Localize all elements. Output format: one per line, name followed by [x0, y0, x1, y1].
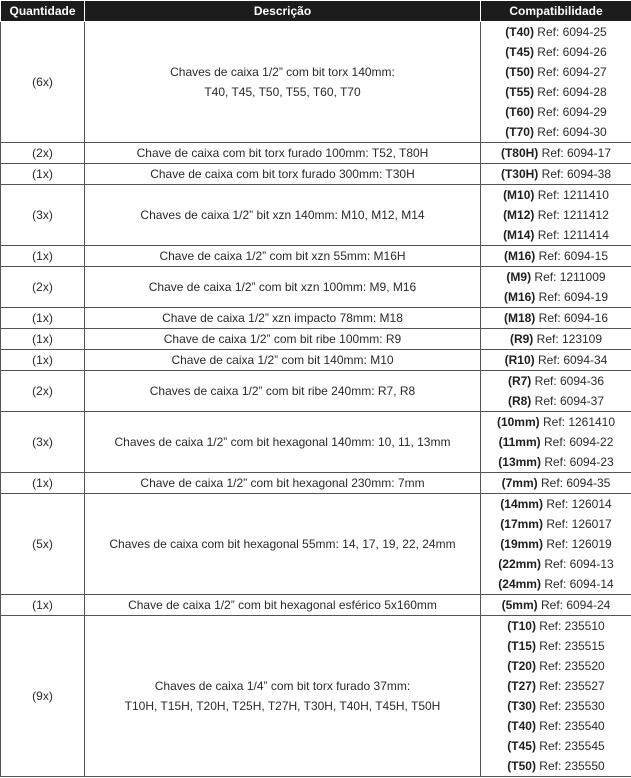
compatibility-item: [481, 574, 631, 594]
bit-code: (T10): [507, 619, 536, 633]
quantity-cell: (1x): [1, 329, 85, 350]
bit-code: (T80H): [500, 146, 539, 160]
description-line: T10H, T15H, T20H, T25H, T27H, T30H, T40H, T45H, T50H: [124, 699, 441, 713]
description-line: Chave de caixa 1/2” com bit hexagonal 230mm: 7mm: [140, 476, 425, 490]
table-row: [1, 164, 631, 185]
compatibility-item: [481, 636, 631, 656]
bit-code: (R9): [509, 332, 534, 346]
compatibility-item: [481, 412, 631, 432]
reference-number: Ref: 126014: [542, 497, 612, 511]
compatibility-cell: [481, 246, 631, 267]
reference-number: Ref: 1211414: [534, 228, 609, 242]
bit-code: (13mm): [498, 455, 541, 469]
compatibility-item: [481, 554, 631, 574]
reference-number: Ref: 126017: [542, 517, 612, 531]
bit-code: (R10): [504, 353, 535, 367]
quantity-cell: (5x): [1, 494, 85, 595]
bit-code: (M12): [503, 208, 535, 222]
reference-number: Ref: 235520: [535, 659, 605, 673]
quantity-cell: (6x): [1, 22, 85, 143]
reference-number: Ref: 6094-30: [533, 125, 607, 139]
table-row: [1, 246, 631, 267]
table-header: [1, 1, 631, 22]
compatibility-cell: [481, 185, 631, 246]
description-cell: [85, 185, 481, 246]
compatibility-item: [481, 595, 631, 615]
reference-number: Ref: 235530: [535, 699, 605, 713]
description-cell: [85, 267, 481, 308]
bit-code: (14mm): [500, 497, 543, 511]
description-line: Chaves de caixa 1/2” com bit ribe 240mm: R7, R8: [149, 384, 416, 398]
compatibility-item: [481, 22, 631, 42]
quantity-cell: (1x): [1, 473, 85, 494]
reference-number: Ref: 6094-27: [533, 65, 607, 79]
reference-number: Ref: 126019: [542, 537, 612, 551]
reference-number: Ref: 6094-36: [531, 374, 605, 388]
description-cell: [85, 308, 481, 329]
compatibility-cell: [481, 164, 631, 185]
table-row: [1, 473, 631, 494]
bit-code: (19mm): [500, 537, 543, 551]
reference-number: Ref: 6094-34: [534, 353, 608, 367]
compatibility-item: [481, 494, 631, 514]
bit-code: (T50): [505, 65, 534, 79]
compatibility-item: [481, 371, 631, 391]
compatibility-item: [481, 102, 631, 122]
bit-code: (T45): [505, 45, 534, 59]
compatibility-cell: [481, 616, 631, 777]
bit-code: (M18): [503, 311, 536, 325]
compatibility-item: [481, 185, 631, 205]
reference-number: Ref: 6094-24: [537, 598, 611, 612]
header-compatibilidade: Compatibilidade: [481, 1, 631, 22]
compatibility-item: [481, 143, 631, 163]
table-row: [1, 494, 631, 595]
description-cell: [85, 371, 481, 412]
description-line: Chaves de caixa 1/2” com bit torx 140mm:: [170, 65, 395, 79]
quantity-cell: (1x): [1, 595, 85, 616]
compatibility-cell: [481, 473, 631, 494]
compatibility-item: [481, 534, 631, 554]
reference-number: Ref: 6094-13: [540, 557, 614, 571]
reference-number: Ref: 123109: [533, 332, 603, 346]
reference-number: Ref: 6094-17: [538, 146, 612, 160]
compatibility-item: [481, 267, 631, 287]
compatibility-cell: [481, 412, 631, 473]
reference-number: Ref: 6094-14: [540, 577, 614, 591]
bit-code: (T70): [505, 125, 534, 139]
compatibility-cell: [481, 595, 631, 616]
bit-code: (M14): [503, 228, 535, 242]
compatibility-item: [481, 473, 631, 493]
table-body: [1, 22, 631, 777]
description-line: Chaves de caixa com bit hexagonal 55mm: 14, 17, 19, 22, 24mm: [109, 537, 456, 551]
quantity-cell: (2x): [1, 143, 85, 164]
description-line: Chave de caixa 1/2” com bit hexagonal esférico 5x160mm: [128, 598, 437, 612]
description-cell: [85, 494, 481, 595]
quantity-cell: (3x): [1, 185, 85, 246]
quantity-cell: (9x): [1, 616, 85, 777]
table-row: [1, 371, 631, 412]
reference-number: Ref: 6094-38: [538, 167, 612, 181]
description-cell: [85, 412, 481, 473]
compatibility-cell: [481, 350, 631, 371]
table-row: [1, 350, 631, 371]
compatibility-cell: [481, 494, 631, 595]
description-cell: [85, 329, 481, 350]
reference-number: Ref: 235540: [535, 719, 605, 733]
header-descricao: Descrição: [85, 1, 481, 22]
reference-number: Ref: 235527: [535, 679, 605, 693]
compatibility-cell: [481, 329, 631, 350]
bit-code: (11mm): [498, 435, 541, 449]
table-row: [1, 616, 631, 777]
compatibility-cell: [481, 308, 631, 329]
compatibility-cell: [481, 267, 631, 308]
reference-number: Ref: 6094-16: [535, 311, 609, 325]
compatibility-item: [481, 205, 631, 225]
compatibility-item: [481, 62, 631, 82]
quantity-cell: (1x): [1, 308, 85, 329]
reference-number: Ref: 6094-37: [531, 394, 605, 408]
reference-number: Ref: 6094-23: [540, 455, 614, 469]
description-cell: [85, 143, 481, 164]
reference-number: Ref: 1211410: [534, 188, 609, 202]
table-row: [1, 329, 631, 350]
bit-code: (M16): [503, 249, 536, 263]
description-line: Chaves de caixa 1/2” bit xzn 140mm: M10, M12, M14: [140, 208, 425, 222]
description-line: Chave de caixa 1/2” xzn impacto 78mm: M18: [162, 311, 403, 325]
compatibility-cell: [481, 22, 631, 143]
compatibility-item: [481, 716, 631, 736]
compatibility-item: [481, 82, 631, 102]
quantity-cell: (1x): [1, 350, 85, 371]
compatibility-item: [481, 287, 631, 307]
table-row: [1, 308, 631, 329]
quantity-cell: (1x): [1, 246, 85, 267]
compatibility-cell: [481, 371, 631, 412]
bit-code: (T40): [507, 719, 536, 733]
bit-code: (M9): [506, 270, 532, 284]
compatibility-cell: [481, 143, 631, 164]
compatibility-item: [481, 308, 631, 328]
compatibility-item: [481, 391, 631, 411]
reference-number: Ref: 6094-26: [533, 45, 607, 59]
description-cell: [85, 22, 481, 143]
description-line: Chave de caixa com bit torx furado 100mm: T52, T80H: [136, 146, 429, 160]
table-row: [1, 595, 631, 616]
description-cell: [85, 473, 481, 494]
bit-code: (24mm): [498, 577, 541, 591]
table-row: [1, 22, 631, 143]
bit-code: (T55): [505, 85, 534, 99]
compatibility-item: [481, 514, 631, 534]
reference-number: Ref: 235515: [535, 639, 605, 653]
reference-number: Ref: 235550: [535, 759, 605, 773]
description-line: Chave de caixa 1/2” com bit ribe 100mm: R9: [163, 332, 402, 346]
table-row: [1, 143, 631, 164]
table-row: [1, 267, 631, 308]
bit-code: (R7): [507, 374, 532, 388]
compatibility-item: [481, 122, 631, 142]
compatibility-item: [481, 225, 631, 245]
quantity-cell: (3x): [1, 412, 85, 473]
bit-code: (5mm): [501, 598, 538, 612]
description-line: Chaves de caixa 1/4” com bit torx furado 37mm:: [154, 679, 411, 693]
description-cell: [85, 595, 481, 616]
description-line: Chave de caixa 1/2” com bit xzn 100mm: M9, M16: [148, 280, 417, 294]
description-cell: [85, 164, 481, 185]
reference-number: Ref: 6094-19: [535, 290, 609, 304]
compatibility-item: [481, 350, 631, 370]
bit-code: (M16): [503, 290, 536, 304]
quantity-cell: (1x): [1, 164, 85, 185]
compatibility-item: [481, 329, 631, 349]
quantity-cell: (2x): [1, 267, 85, 308]
reference-number: Ref: 6094-22: [540, 435, 614, 449]
reference-number: Ref: 1261410: [539, 415, 616, 429]
bit-code: (T30H): [500, 167, 539, 181]
description-line: Chave de caixa com bit torx furado 300mm: T30H: [150, 167, 415, 181]
reference-number: Ref: 6094-29: [533, 105, 607, 119]
compatibility-item: [481, 164, 631, 184]
bit-code: (T50): [507, 759, 536, 773]
compatibility-item: [481, 736, 631, 756]
description-line: Chaves de caixa 1/2” com bit hexagonal 140mm: 10, 11, 13mm: [114, 435, 451, 449]
compatibility-item: [481, 696, 631, 716]
bit-code: (22mm): [498, 557, 541, 571]
bit-code: (17mm): [500, 517, 543, 531]
header-quantidade: Quantidade: [1, 1, 85, 22]
bit-code: (T60): [505, 105, 534, 119]
description-line: T40, T45, T50, T55, T60, T70: [204, 85, 361, 99]
description-line: Chave de caixa 1/2” com bit 140mm: M10: [171, 353, 394, 367]
bit-code: (7mm): [501, 476, 538, 490]
compatibility-item: [481, 656, 631, 676]
compatibility-item: [481, 452, 631, 472]
bit-code: (R8): [507, 394, 532, 408]
bit-code: (T30): [507, 699, 536, 713]
reference-number: Ref: 6094-35: [537, 476, 611, 490]
compatibility-item: [481, 616, 631, 636]
bit-code: (T27): [507, 679, 536, 693]
bit-code: (10mm): [496, 415, 540, 429]
compatibility-item: [481, 432, 631, 452]
reference-number: Ref: 235510: [535, 619, 605, 633]
reference-number: Ref: 235545: [535, 739, 605, 753]
reference-number: Ref: 6094-28: [533, 85, 607, 99]
description-cell: [85, 350, 481, 371]
reference-number: Ref: 1211009: [531, 270, 606, 284]
table-row: [1, 412, 631, 473]
compatibility-item: [481, 756, 631, 776]
bit-code: (T20): [507, 659, 536, 673]
reference-number: Ref: 6094-25: [533, 25, 607, 39]
compatibility-item: [481, 246, 631, 266]
compatibility-item: [481, 676, 631, 696]
bit-code: (T40): [505, 25, 534, 39]
description-cell: [85, 246, 481, 267]
compatibility-item: [481, 42, 631, 62]
table-row: [1, 185, 631, 246]
description-cell: [85, 616, 481, 777]
reference-number: Ref: 1211412: [534, 208, 609, 222]
quantity-cell: (2x): [1, 371, 85, 412]
description-line: Chave de caixa 1/2” com bit xzn 55mm: M16H: [159, 249, 406, 263]
bit-code: (T45): [507, 739, 536, 753]
reference-number: Ref: 6094-15: [535, 249, 609, 263]
bit-code: (M10): [503, 188, 535, 202]
bit-code: (T15): [507, 639, 536, 653]
